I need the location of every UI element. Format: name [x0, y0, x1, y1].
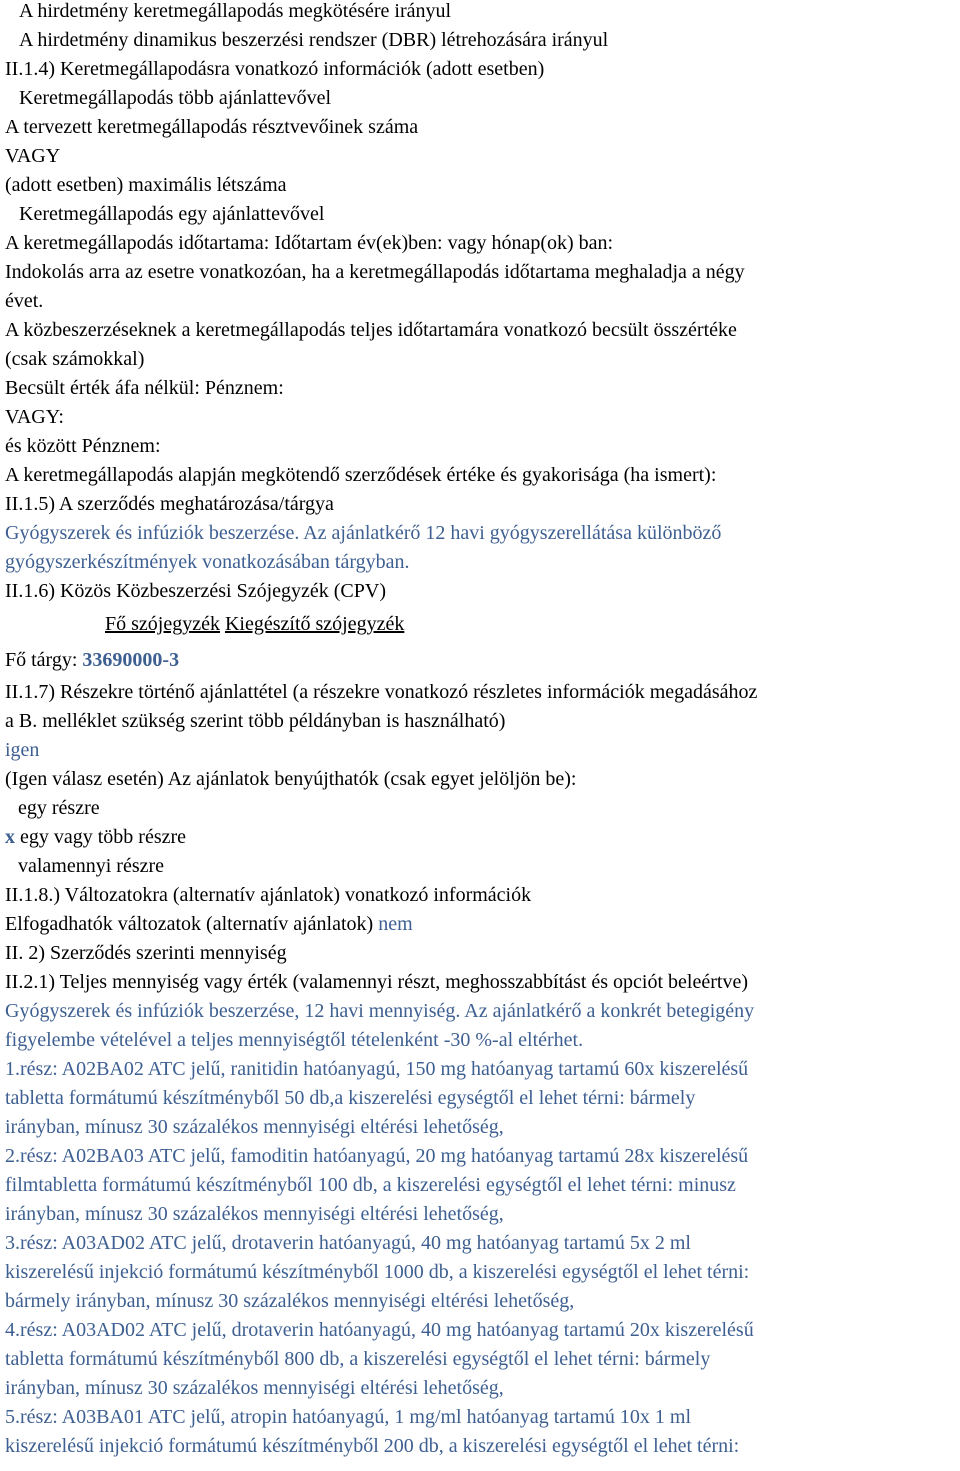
- lot-1-line-1: 1.rész: A02BA02 ATC jelű, ranitidin hatóanyagú, 150 mg hatóanyag tartamú 60x kiszerelésű: [5, 1058, 749, 1080]
- option-all-lots: valamennyi részre: [18, 855, 165, 877]
- total-quantity-line: Gyógyszerek és infúziók beszerzése, 12 havi mennyiség. Az ajánlatkérő a konkrét betegigény: [5, 1000, 755, 1022]
- total-quantity-line-cont: figyelembe vételével a teljes mennyiségtől tételenként -30 %-al eltérhet.: [5, 1029, 584, 1051]
- lot-5-line-1: 5.rész: A03BA01 ATC jelű, atropin hatóanyagú, 1 mg/ml hatóanyag tartamú 10x 1 ml: [5, 1406, 691, 1428]
- framework-multiple-tenderers-line: Keretmegállapodás több ajánlattevővel: [19, 87, 332, 109]
- lot-2-line-3: irányban, mínusz 30 százalékos mennyiségi eltérési lehetőség,: [5, 1203, 504, 1225]
- contract-subject-line: Gyógyszerek és infúziók beszerzése. Az ajánlatkérő 12 havi gyógyszerellátása különböző: [5, 522, 722, 544]
- lot-4-line-2: tabletta formátumú készítményből 800 db, a kiszerelési egységtől el lehet térni: bármely: [5, 1348, 711, 1370]
- justification-line-cont: évet.: [5, 290, 44, 312]
- cpv-supplementary-vocabulary-header: Kiegészítő szójegyzék: [224, 613, 405, 635]
- range-currency-line: és között Pénznem:: [5, 435, 161, 457]
- section-II-1-7-heading-cont: a B. melléklet szükség szerint több példányban is használható): [5, 710, 506, 732]
- lot-3-line-2: kiszerelésű injekció formátumú készítményből 1000 db, a kiszerelési egységtől el lehet térni:: [5, 1261, 750, 1283]
- option-one-lot: egy részre: [18, 797, 100, 819]
- section-II-1-5-heading: II.1.5) A szerződés meghatározása/tárgya: [5, 493, 334, 515]
- option-one-or-more-lots-label: egy vagy több részre: [15, 826, 187, 848]
- notice-dbr-line: A hirdetmény dinamikus beszerzési rendszer (DBR) létrehozására irányul: [19, 29, 609, 51]
- variants-accepted-value: nem: [378, 913, 413, 935]
- tenders-submission-line: (Igen válasz esetén) Az ajánlatok benyújthatók (csak egyet jelöljön be):: [5, 768, 577, 790]
- option-selected-mark: x: [5, 826, 15, 848]
- section-II-2-1-heading: II.2.1) Teljes mennyiség vagy érték (valamennyi részt, meghosszabbítást és opciót beleértve): [5, 971, 748, 993]
- numbers-only-line: (csak számokkal): [5, 348, 145, 370]
- variants-accepted-line: [5, 910, 957, 939]
- lot-1-line-3: irányban, mínusz 30 százalékos mennyiségi eltérési lehetőség,: [5, 1116, 504, 1138]
- planned-participants-line: A tervezett keretmegállapodás résztvevőinek száma: [5, 116, 419, 138]
- lots-answer-value: igen: [5, 739, 40, 761]
- section-II-1-8-heading: II.1.8.) Változatokra (alternatív ajánlatok) vonatkozó információk: [5, 884, 532, 906]
- estimated-value-excl-vat-line: Becsült érték áfa nélkül: Pénznem:: [5, 377, 284, 399]
- framework-single-tenderer-line: Keretmegállapodás egy ajánlattevővel: [19, 203, 325, 225]
- cpv-column-headers: [5, 606, 957, 642]
- cpv-main-object-line: [5, 642, 957, 678]
- cpv-main-object-code: 33690000-3: [82, 649, 180, 671]
- lot-2-line-2: filmtabletta formátumú készítményből 100 db, a kiszerelési egységtől el lehet térni: minusz: [5, 1174, 736, 1196]
- lot-4-line-1: 4.rész: A03AD02 ATC jelű, drotaverin hatóanyagú, 40 mg hatóanyag tartamú 20x kiszerelésű: [5, 1319, 754, 1341]
- cpv-main-object-label: Fő tárgy:: [5, 649, 83, 671]
- section-II-1-7-heading: II.1.7) Részekre történő ajánlattétel (a részekre vonatkozó részletes információk megadásához: [5, 681, 758, 703]
- lot-5-line-2: kiszerelésű injekció formátumú készítményből 200 db, a kiszerelési egységtől el lehet térni:: [5, 1435, 740, 1457]
- or-line: VAGY: [5, 145, 61, 167]
- lot-4-line-3: irányban, mínusz 30 százalékos mennyiségi eltérési lehetőség,: [5, 1377, 504, 1399]
- lot-1-line-2: tabletta formátumú készítményből 50 db,a kiszerelési egységtől el lehet térni: bármely: [5, 1087, 696, 1109]
- lot-3-line-3: bármely irányban, mínusz 30 százalékos mennyiségi eltérési lehetőség,: [5, 1290, 575, 1312]
- notice-framework-agreement-line: A hirdetmény keretmegállapodás megkötésére irányul: [19, 0, 452, 22]
- justification-line: Indokolás arra az esetre vonatkozóan, ha a keretmegállapodás időtartama meghaladja a négy: [5, 261, 745, 283]
- cpv-main-vocabulary-header: Fő szójegyzék: [105, 613, 220, 635]
- maximum-number-line: (adott esetben) maximális létszáma: [5, 174, 287, 196]
- estimated-total-value-line: A közbeszerzéseknek a keretmegállapodás teljes időtartamára vonatkozó becsült összértéke: [5, 319, 737, 341]
- section-II-1-4-heading: II.1.4) Keretmegállapodásra vonatkozó információk (adott esetben): [5, 58, 545, 80]
- section-II-1-6-heading: II.1.6) Közös Közbeszerzési Szójegyzék (CPV): [5, 580, 386, 602]
- contract-value-frequency-line: A keretmegállapodás alapján megkötendő szerződések értéke és gyakorisága (ha ismert):: [5, 464, 717, 486]
- or-colon-line: VAGY:: [5, 406, 64, 428]
- lot-3-line-1: 3.rész: A03AD02 ATC jelű, drotaverin hatóanyagú, 40 mg hatóanyag tartamú 5x 2 ml: [5, 1232, 691, 1254]
- variants-accepted-label: Elfogadhatók változatok (alternatív ajánlatok): [5, 913, 379, 935]
- document-body: [5, 0, 957, 1461]
- contract-subject-line-cont: gyógyszerkészítmények vonatkozásában tárgyban.: [5, 551, 410, 573]
- lot-2-line-1: 2.rész: A02BA03 ATC jelű, famoditin hatóanyagú, 20 mg hatóanyag tartamú 28x kiszerelésű: [5, 1145, 749, 1167]
- section-II-2-heading: II. 2) Szerződés szerinti mennyiség: [5, 942, 287, 964]
- option-one-or-more-lots: [5, 823, 957, 852]
- framework-duration-line: A keretmegállapodás időtartama: Időtartam év(ek)ben: vagy hónap(ok) ban:: [5, 232, 614, 254]
